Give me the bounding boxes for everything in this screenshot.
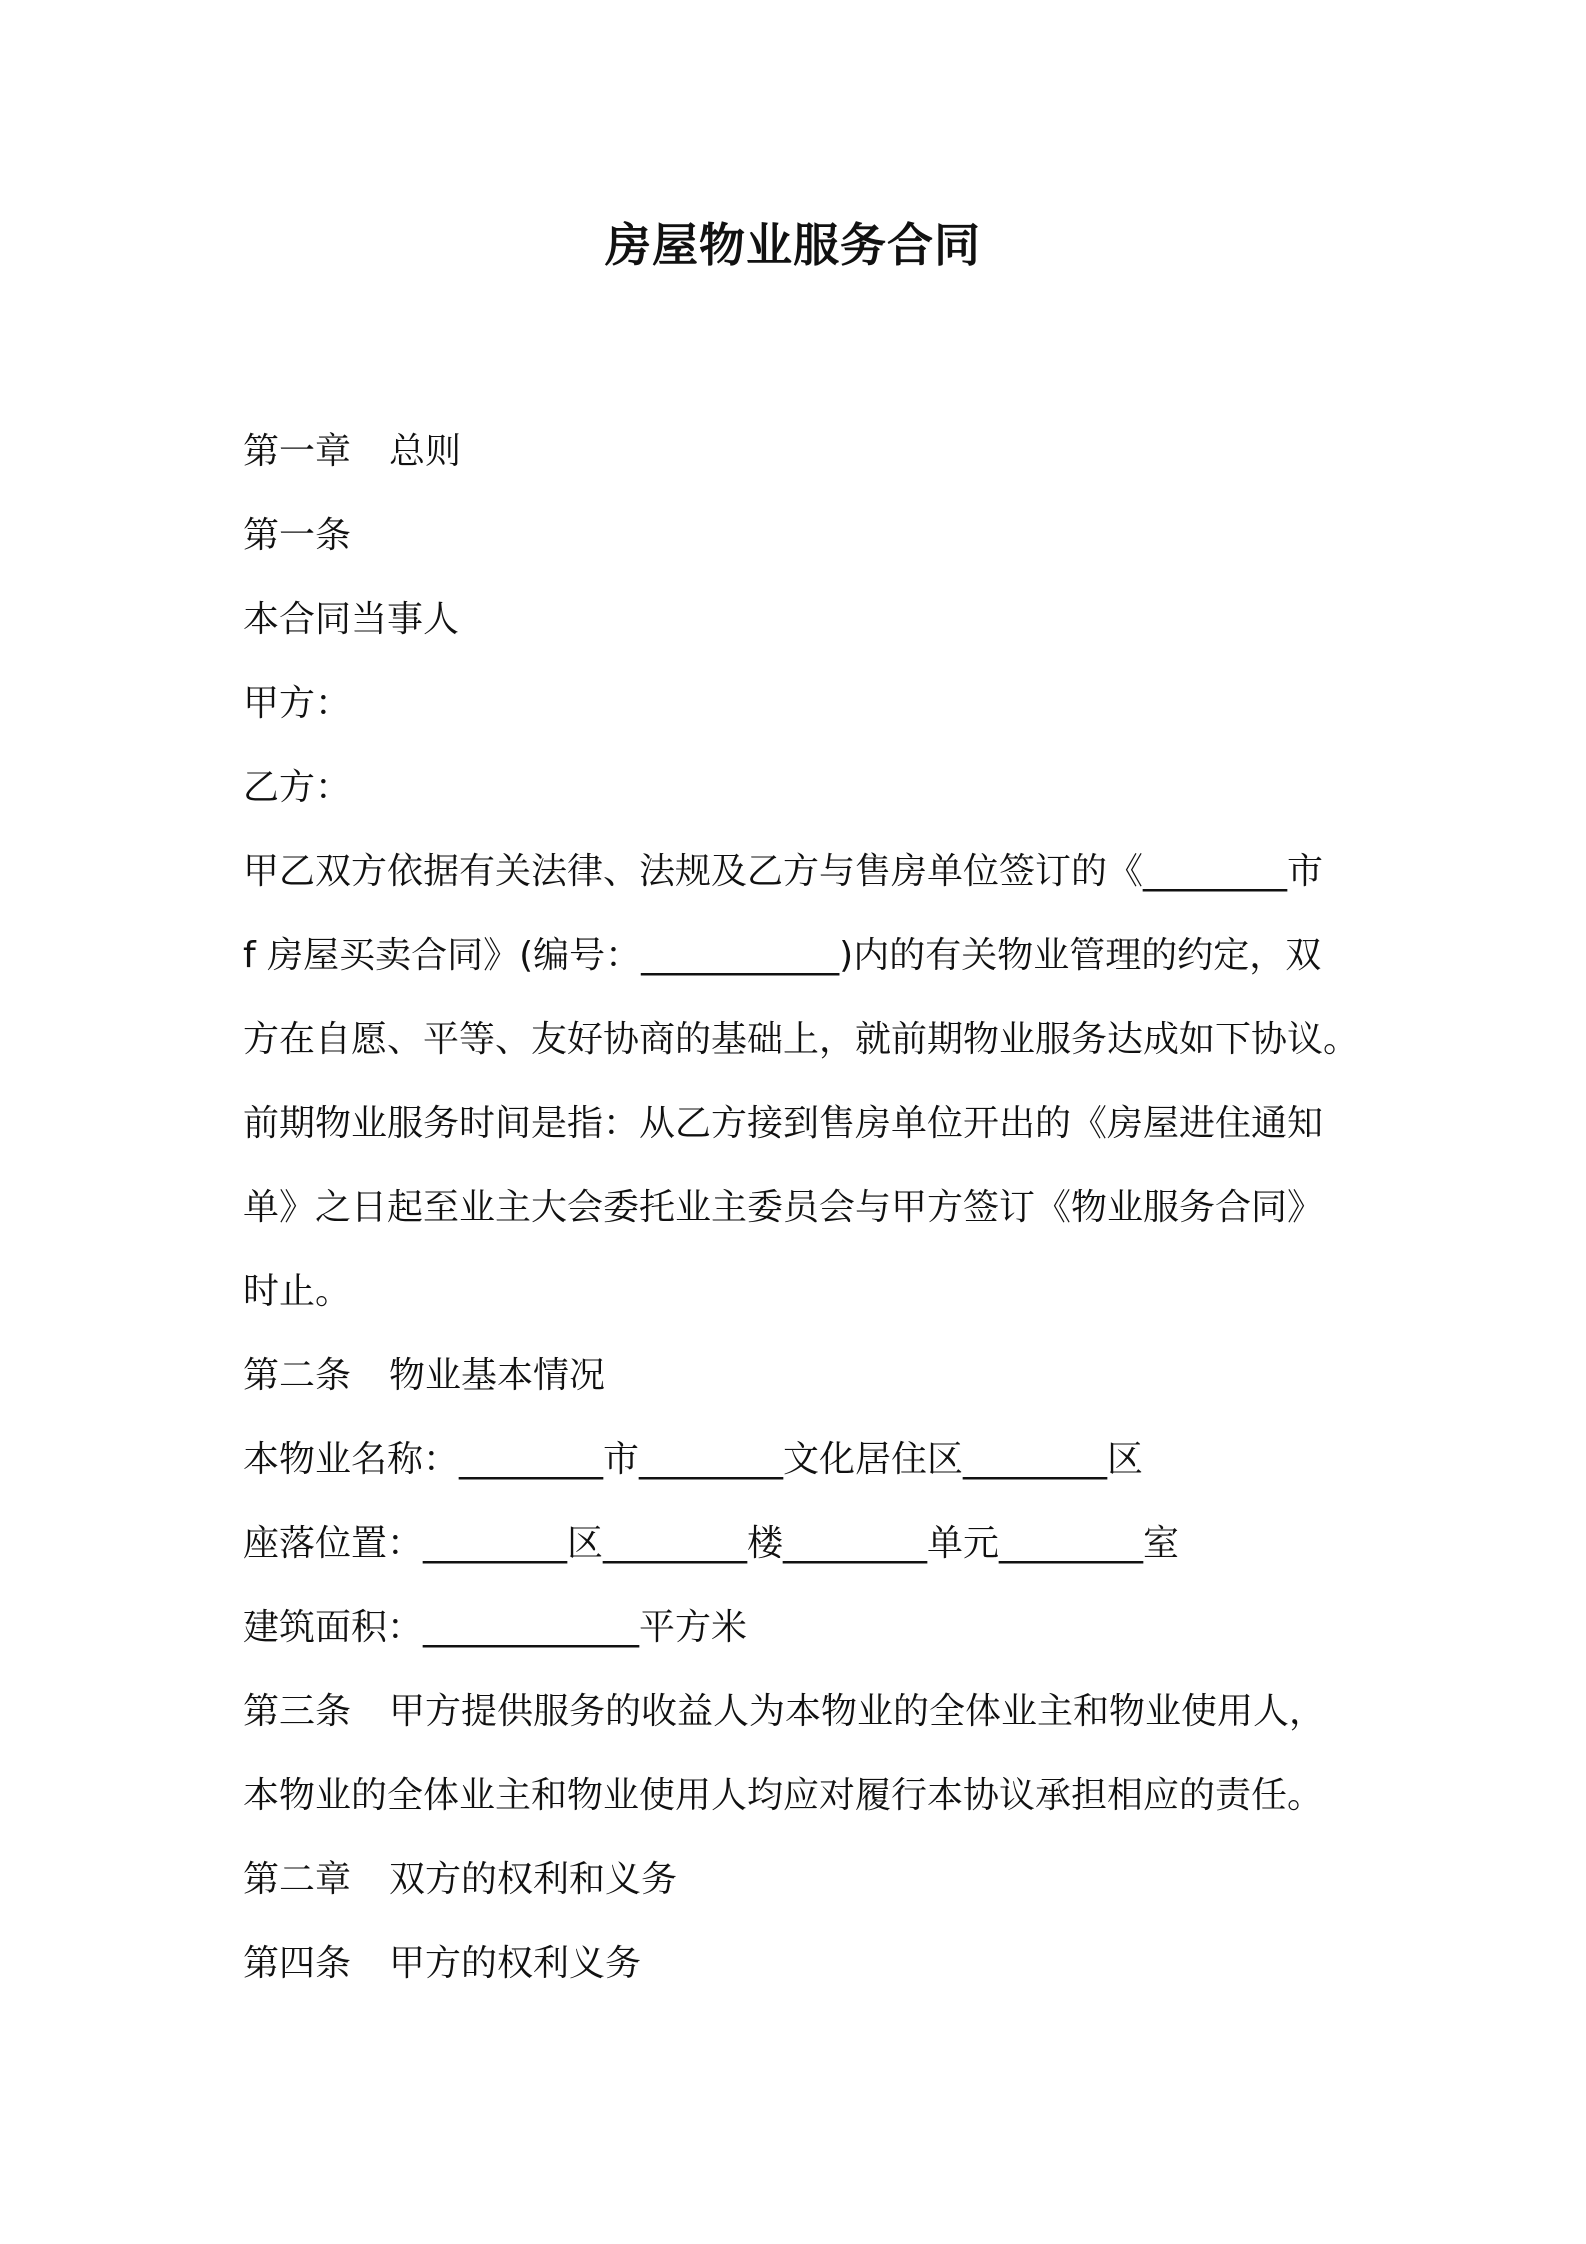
article-number: 第二条 [243, 1355, 352, 1396]
article-number: 第四条 [243, 1943, 352, 1984]
chapter-heading [243, 1838, 1363, 1922]
article-heading [243, 1334, 1363, 1418]
paragraph-line: 甲乙双方依据有关法律、法规及乙方与售房单位签订的《________市 [243, 851, 1324, 892]
document-body [243, 410, 1363, 2006]
property-location-line: 座落位置：________区________楼________单元________室 [243, 1523, 1180, 1564]
paragraph-line: 本合同当事人 [243, 599, 460, 640]
article-title: 物业基本情况 [389, 1355, 606, 1396]
party-a-line: 甲方： [243, 683, 352, 724]
article-title: 甲方的权利义务 [389, 1943, 642, 1984]
chapter-title: 双方的权利和义务 [389, 1859, 678, 1900]
party-b-line: 乙方： [243, 767, 352, 808]
floor-area-line: 建筑面积：____________平方米 [243, 1607, 748, 1648]
document-title: 房屋物业服务合同 [605, 218, 981, 272]
article-heading [243, 1922, 1363, 2006]
paragraph-line: 时止。 [243, 1271, 352, 1312]
article-number: 第三条 [243, 1691, 352, 1732]
article-number: 第一条 [243, 515, 352, 556]
article-text: 甲方提供服务的收益人为本物业的全体业主和物业使用人， [389, 1691, 1326, 1732]
article-heading [243, 494, 1363, 578]
paragraph-line: 本物业的全体业主和物业使用人均应对履行本协议承担相应的责任。 [243, 1775, 1324, 1816]
chapter-heading [243, 410, 1363, 494]
paragraph-line: 单》之日起至业主大会委托业主委员会与甲方签订《物业服务合同》 [243, 1187, 1324, 1228]
chapter-number: 第一章 [243, 431, 352, 472]
paragraph-line: 前期物业服务时间是指：从乙方接到售房单位开出的《房屋进住通知 [243, 1103, 1324, 1144]
paragraph-line: 方在自愿、平等、友好协商的基础上，就前期物业服务达成如下协议。 [243, 1019, 1360, 1060]
chapter-number: 第二章 [243, 1859, 352, 1900]
paragraph-line: f 房屋买卖合同》(编号：___________)内的有关物业管理的约定，双 [243, 935, 1322, 976]
property-name-line: 本物业名称：________市________文化居住区________区 [243, 1439, 1144, 1480]
chapter-title: 总则 [389, 431, 462, 472]
article-heading [243, 1670, 1363, 1754]
